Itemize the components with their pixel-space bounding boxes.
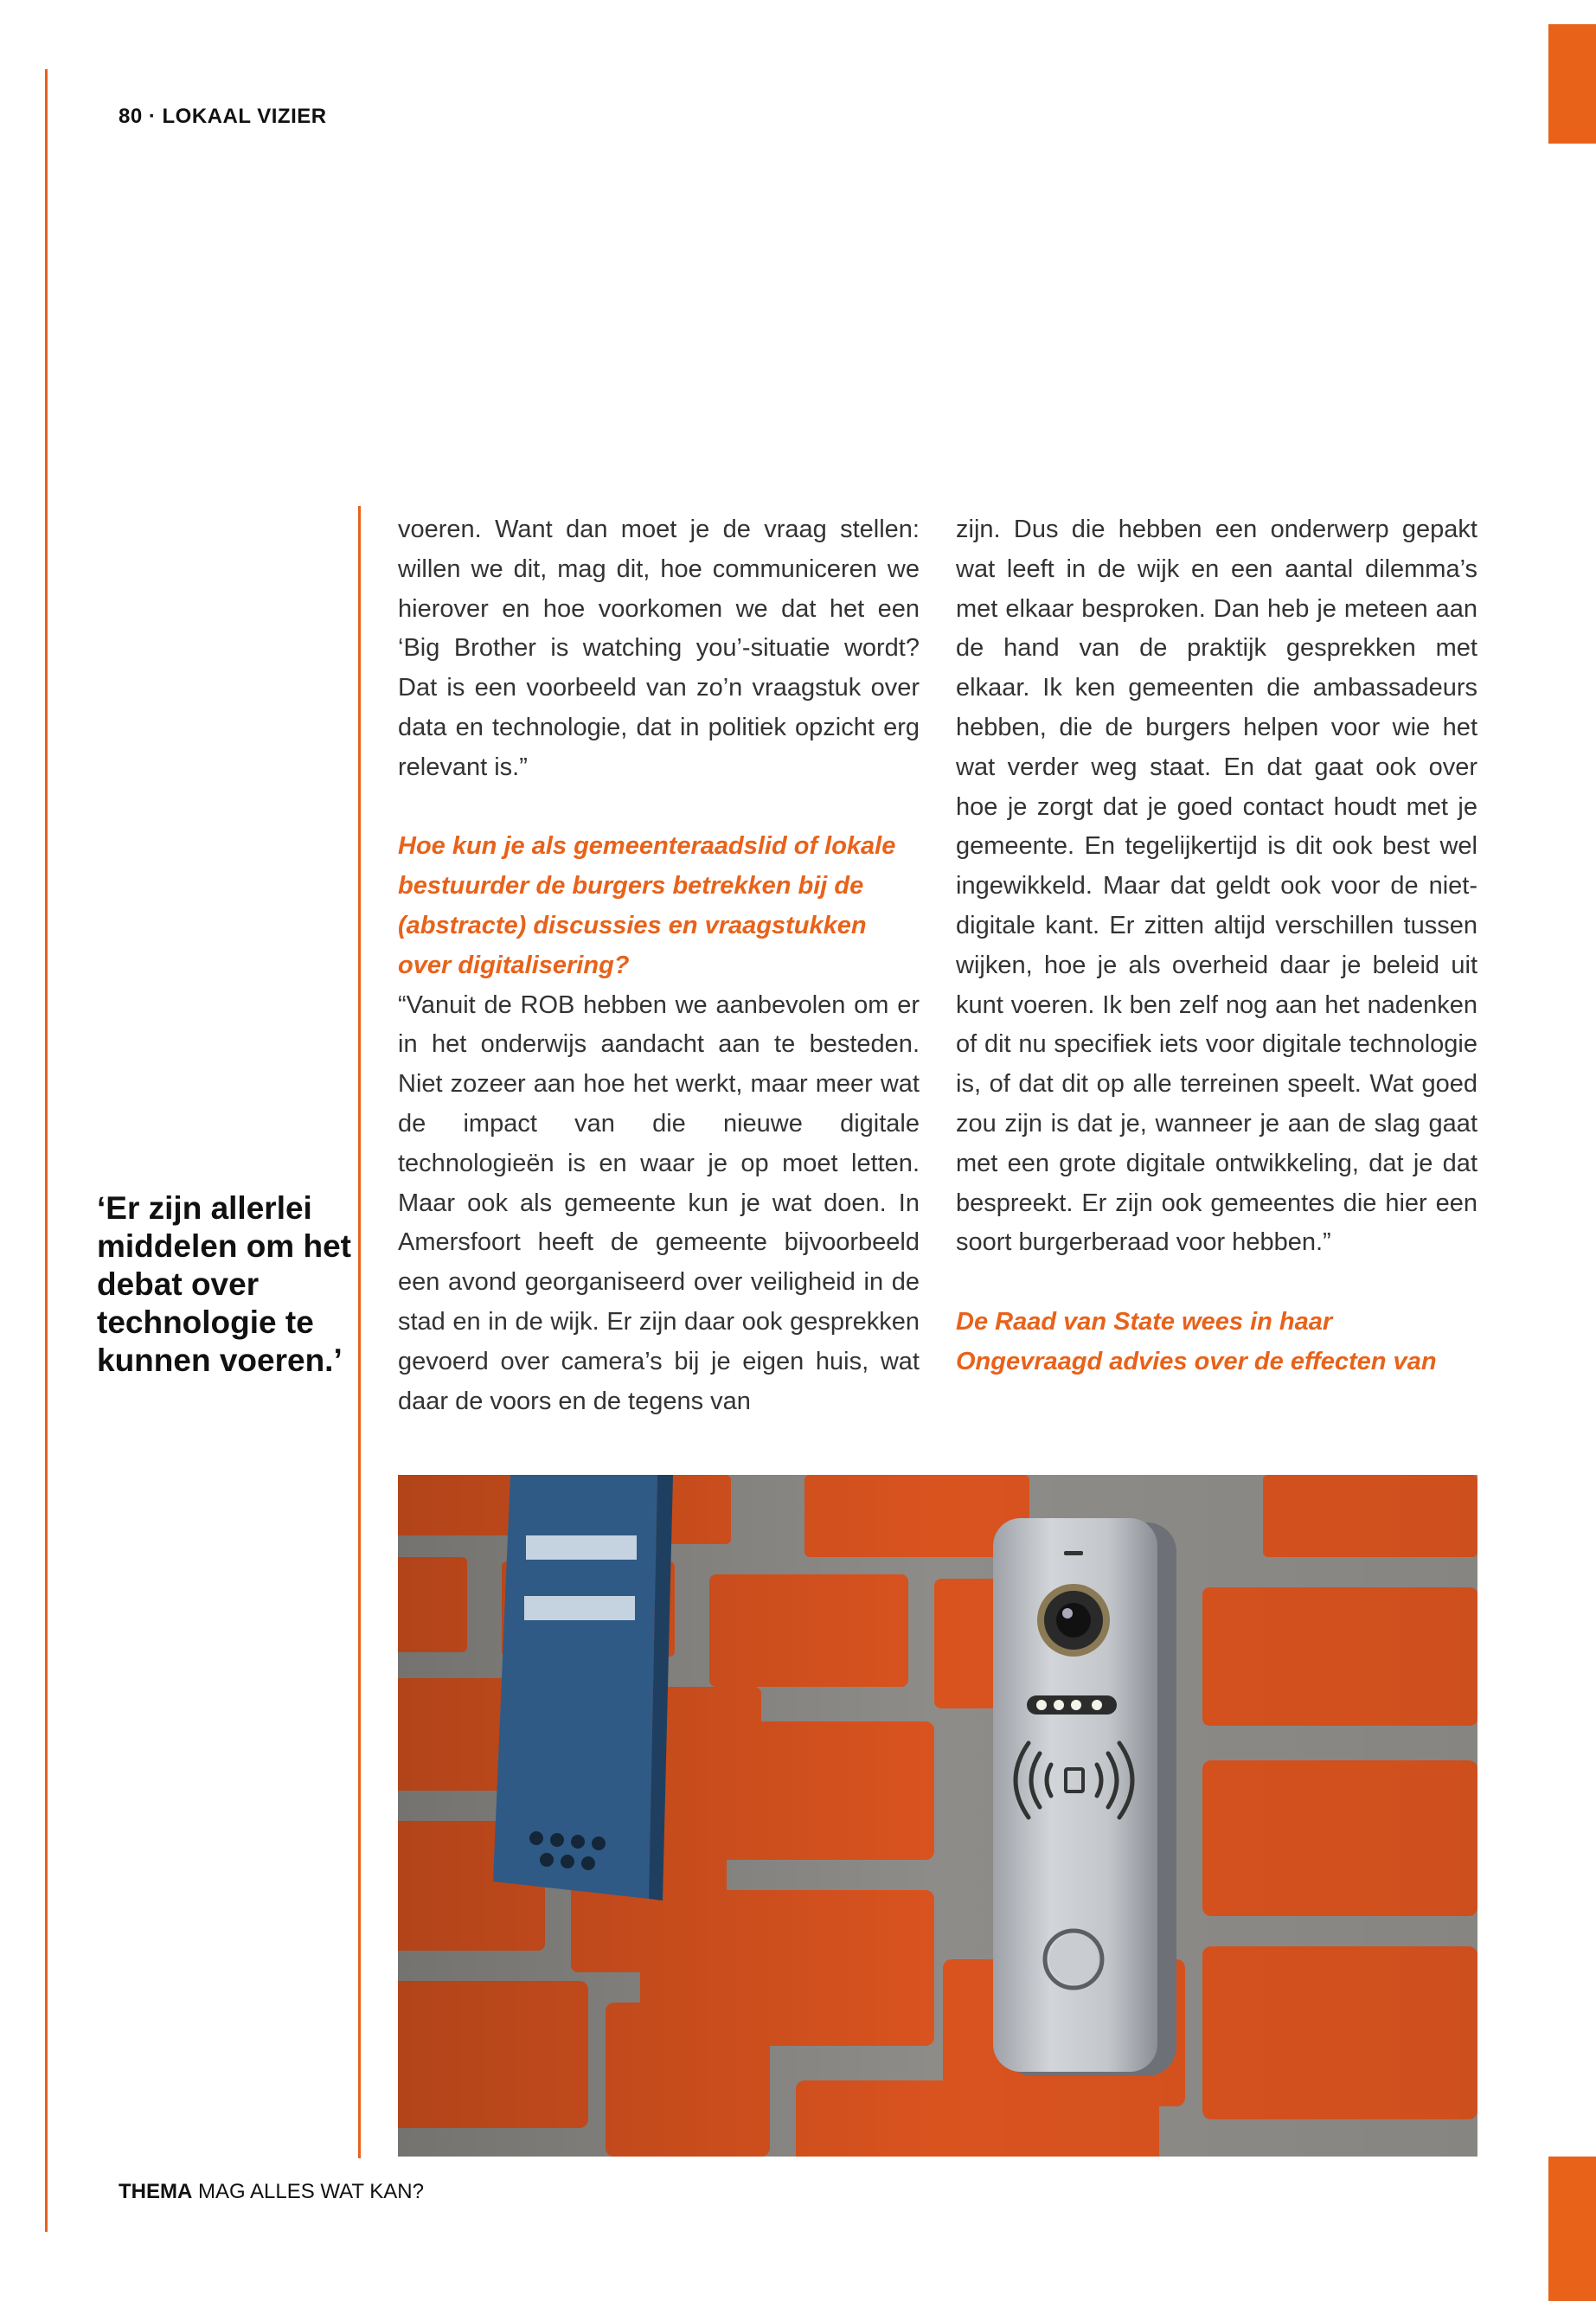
pull-quote: ‘Er zijn allerlei middelen om het debat over technologie te kunnen voeren.’ [97,1190,351,1378]
footer-title: MAG ALLES WAT KAN? [192,2180,424,2203]
doorbell [993,1518,1176,2076]
paragraph: “Vanuit de ROB hebben we aanbevolen om er in het onderwijs aandacht aan te besteden. Niet zozeer aan hoe het werkt, maar meer wat de impact van die nieuwe digitale technologieën is en waar je op moet letten. Maar ook als gemeente kun je wat doen. In Amersfoort heeft de gemeente bijvoorbeeld een avond georganiseerd over veiligheid in de stad en in de wijk. Er zijn daar ook gesprekken gevoerd over camera’s bij je eigen huis, wat daar de voors en de tegens van [398,990,920,1415]
page-edge-tab-top [1548,24,1596,144]
article-column-2 [956,510,1477,1382]
doorbell-photo [398,1475,1477,2157]
footer-section: THEMA [119,2180,193,2203]
left-margin-rule [45,69,48,2232]
column-divider-rule [358,506,361,2158]
doorbell-photo-svg [398,1475,1477,2157]
page-footer [119,2180,424,2204]
mailbox [493,1475,673,1900]
page-header: 80 · LOKAAL VIZIER [119,105,327,128]
interview-question: De Raad van State wees in haar Ongevraagd advies over de effecten van [956,1307,1437,1375]
paragraph: voeren. Want dan moet je de vraag stellen: willen we dit, mag dit, hoe communiceren we hierover en hoe voorkomen we dat het een ‘Big Brother is watching you’-situatie wordt? Dat is een voorbeeld van zo’n vraagstuk over data en technologie, dat in politiek opzicht erg relevant is.” [398,516,920,781]
article-column-1 [398,510,920,1421]
paragraph: zijn. Dus die hebben een onderwerp gepakt wat leeft in de wijk en een aantal dilemma’s met elkaar besproken. Dan heb je meteen aan de hand van de praktijk gesprekken met elkaar. Ik ken gemeenten die ambassadeurs hebben, die de burgers helpen voor wie het wat verder weg staat. En dat gaat ook over hoe je zorgt dat je goed contact houdt met je gemeente. En tegelijkertijd is dit ook best wel ingewikkeld. Maar dat geldt ook voor de niet-digitale kant. Er zitten altijd verschillen tussen wijken, hoe je als overheid daar je beleid uit kunt voeren. Ik ben zelf nog aan het nadenken of dit nu specifiek iets voor digitale technologie is, of dat dit op alle terreinen speelt. Wat goed zou zijn is dat je, wanneer je aan de slag gaat met een grote digitale ontwikkeling, dat je dat bespreekt. Er zijn ook gemeentes die hier een soort burgerberaad voor hebben.” [956,516,1477,1257]
interview-question: Hoe kun je als gemeenteraadslid of lokale bestuurder de burgers betrekken bij de (abstracte) discussies en vraagstukken over digitalisering? [398,832,896,979]
page-edge-tab-bottom [1548,2157,1596,2301]
